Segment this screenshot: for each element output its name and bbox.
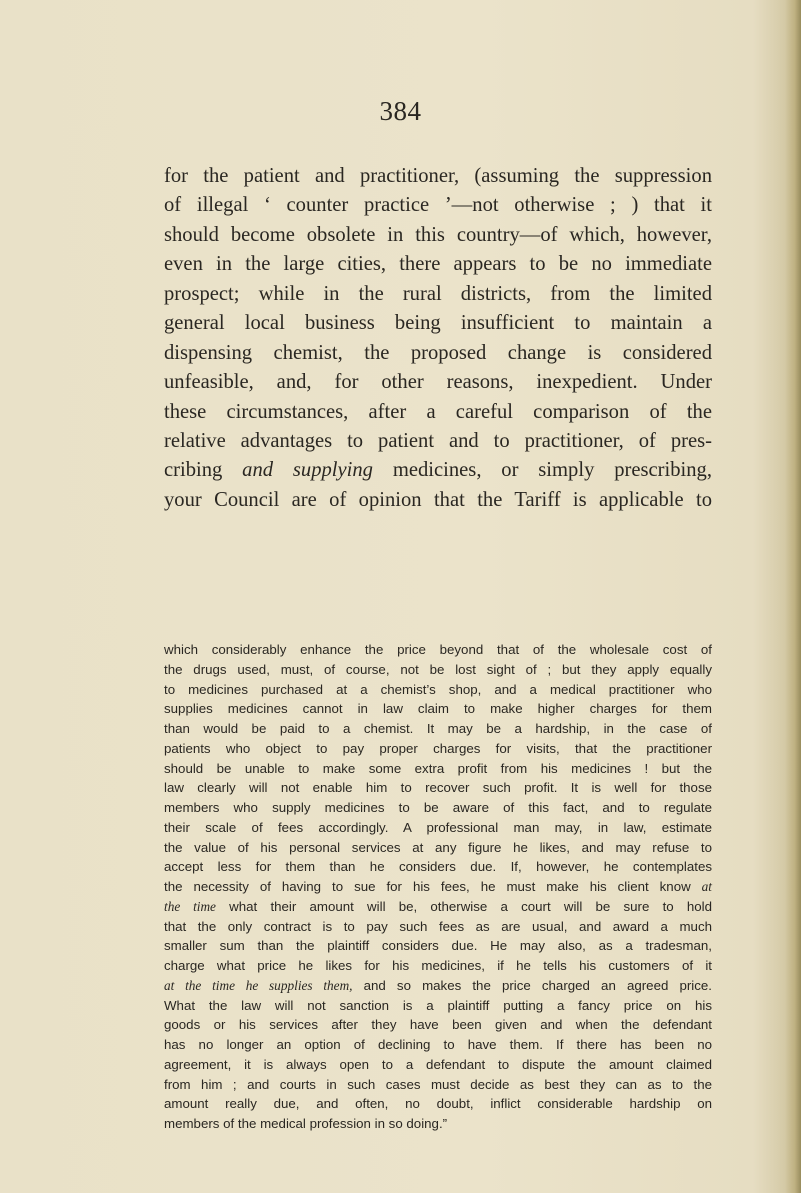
text-segment: from him ; and courts in such cases must decide as best they can as to the (164, 1076, 712, 1092)
text-segment: for the patient and practitioner, (assuming the suppression (164, 165, 712, 187)
quote-line (164, 996, 712, 1016)
main-paragraph-line (164, 250, 712, 279)
text-segment: general local business being insufficient to maintain a (164, 312, 712, 335)
text-segment: even in the large cities, there appears to be no immediate (164, 253, 712, 276)
quote-line (164, 699, 712, 719)
text-segment: which considerably enhance the price beyond that of the wholesale cost of (164, 642, 712, 657)
quote-line (164, 778, 712, 798)
quoted-legal-opinion (164, 640, 712, 1134)
quote-line (164, 739, 712, 759)
quote-line (164, 1075, 712, 1095)
text-segment: what their amount will be, otherwise a court will be sure to hold (215, 898, 712, 914)
quote-line (164, 1035, 712, 1055)
text-segment: What the law will not sanction is a plaintiff putting a fancy price on his (164, 997, 712, 1013)
quote-line (164, 897, 712, 917)
quote-line (164, 956, 712, 976)
main-paragraph-line (164, 427, 712, 456)
main-paragraph-line (164, 456, 712, 485)
quote-line (164, 976, 712, 996)
page-number: 384 (379, 96, 422, 126)
text-segment: should become obsolete in this country—of which, however, (164, 223, 712, 246)
text-segment: members of the medical profession in so doing.” (164, 1116, 448, 1131)
italic-emphasis: at (701, 879, 712, 894)
quote-line (164, 680, 712, 700)
main-paragraph-line (164, 339, 712, 368)
text-segment: smaller sum than the plaintiff considers due. He may also, as a tradesman, (164, 938, 712, 954)
page-edge-shadow (785, 0, 801, 1193)
quote-line (164, 818, 712, 838)
italic-emphasis: the time (164, 898, 216, 914)
text-segment: has no longer an option of declining to have them. If there has been no (164, 1037, 712, 1052)
quote-line (164, 877, 712, 897)
italic-emphasis: and supplying (242, 459, 373, 482)
quote-line (164, 660, 712, 680)
text-segment: supplies medicines cannot in law claim to make higher charges for them (164, 701, 712, 717)
quote-line (164, 1114, 712, 1134)
quote-line (164, 917, 712, 937)
text-segment: goods or his services after they have been given and when the defendant (164, 1017, 712, 1033)
text-segment: accept less for them than he considers due. If, however, he contemplates (164, 859, 712, 875)
text-segment: than would be paid to a chemist. It may be a hardship, in the case of (164, 721, 712, 736)
text-segment: relative advantages to patient and to practitioner, of pres- (164, 429, 712, 452)
main-paragraph-line (164, 280, 712, 309)
text-segment: amount really due, and often, no doubt, inflict considerable hardship on (164, 1096, 712, 1112)
text-segment: prospect; while in the rural districts, from the limited (164, 282, 712, 305)
main-paragraph-line (164, 368, 712, 397)
text-segment: your Council are of opinion that the Tariff is applicable to (164, 488, 712, 511)
quote-line (164, 719, 712, 739)
quote-line (164, 759, 712, 779)
main-paragraph-line (164, 221, 712, 250)
main-paragraph-line (164, 398, 712, 427)
quote-line (164, 1094, 712, 1114)
quote-line (164, 936, 712, 956)
text-segment: dispensing chemist, the proposed change is considered (164, 341, 712, 364)
quote-line (164, 640, 712, 660)
text-segment: of illegal ‘ counter practice ’—not otherwise ; ) that it (164, 194, 712, 217)
text-segment: patients who object to pay proper charges for visits, that the practitioner (164, 740, 712, 756)
text-segment: members who supply medicines to be aware of this fact, and to regulate (164, 800, 712, 815)
text-segment: charge what price he likes for his medicines, if he tells his customers of it (164, 958, 712, 973)
text-segment: agreement, it is always open to a defendant to dispute the amount claimed (164, 1056, 712, 1072)
text-segment: that the only contract is to pay such fees as are usual, and award a much (164, 918, 712, 934)
quote-line (164, 1055, 712, 1075)
text-segment: cribing (164, 459, 243, 482)
main-paragraph-line (164, 162, 712, 191)
main-paragraph (164, 162, 712, 515)
italic-emphasis: at the time he supplies them, (164, 977, 353, 993)
text-segment: should be unable to make some extra profit from his medicines ! but the (164, 760, 712, 776)
text-segment: the value of his personal services at any figure he likes, and may refuse to (164, 839, 712, 855)
text-segment: these circumstances, after a careful comparison of the (164, 400, 712, 423)
quote-line (164, 798, 712, 818)
text-segment: law clearly will not enable him to recover such profit. It is well for those (164, 780, 712, 796)
text-segment: medicines, or simply prescribing, (372, 459, 712, 482)
text-segment: unfeasible, and, for other reasons, inexpedient. Under (164, 371, 712, 394)
quote-line (164, 838, 712, 858)
text-segment: their scale of fees accordingly. A professional man may, in law, estimate (164, 819, 712, 835)
main-paragraph-line (164, 486, 712, 515)
text-segment: the necessity of having to sue for his fees, he must make his client know (164, 879, 702, 894)
text-segment: the drugs used, must, of course, not be lost sight of ; but they apply equally (164, 661, 712, 677)
text-segment: and so makes the price charged an agreed price. (352, 977, 712, 993)
text-segment: to medicines purchased at a chemist’s shop, and a medical practitioner who (164, 681, 712, 697)
quote-line (164, 1015, 712, 1035)
main-paragraph-line (164, 191, 712, 220)
main-paragraph-line (164, 309, 712, 338)
quote-line (164, 857, 712, 877)
